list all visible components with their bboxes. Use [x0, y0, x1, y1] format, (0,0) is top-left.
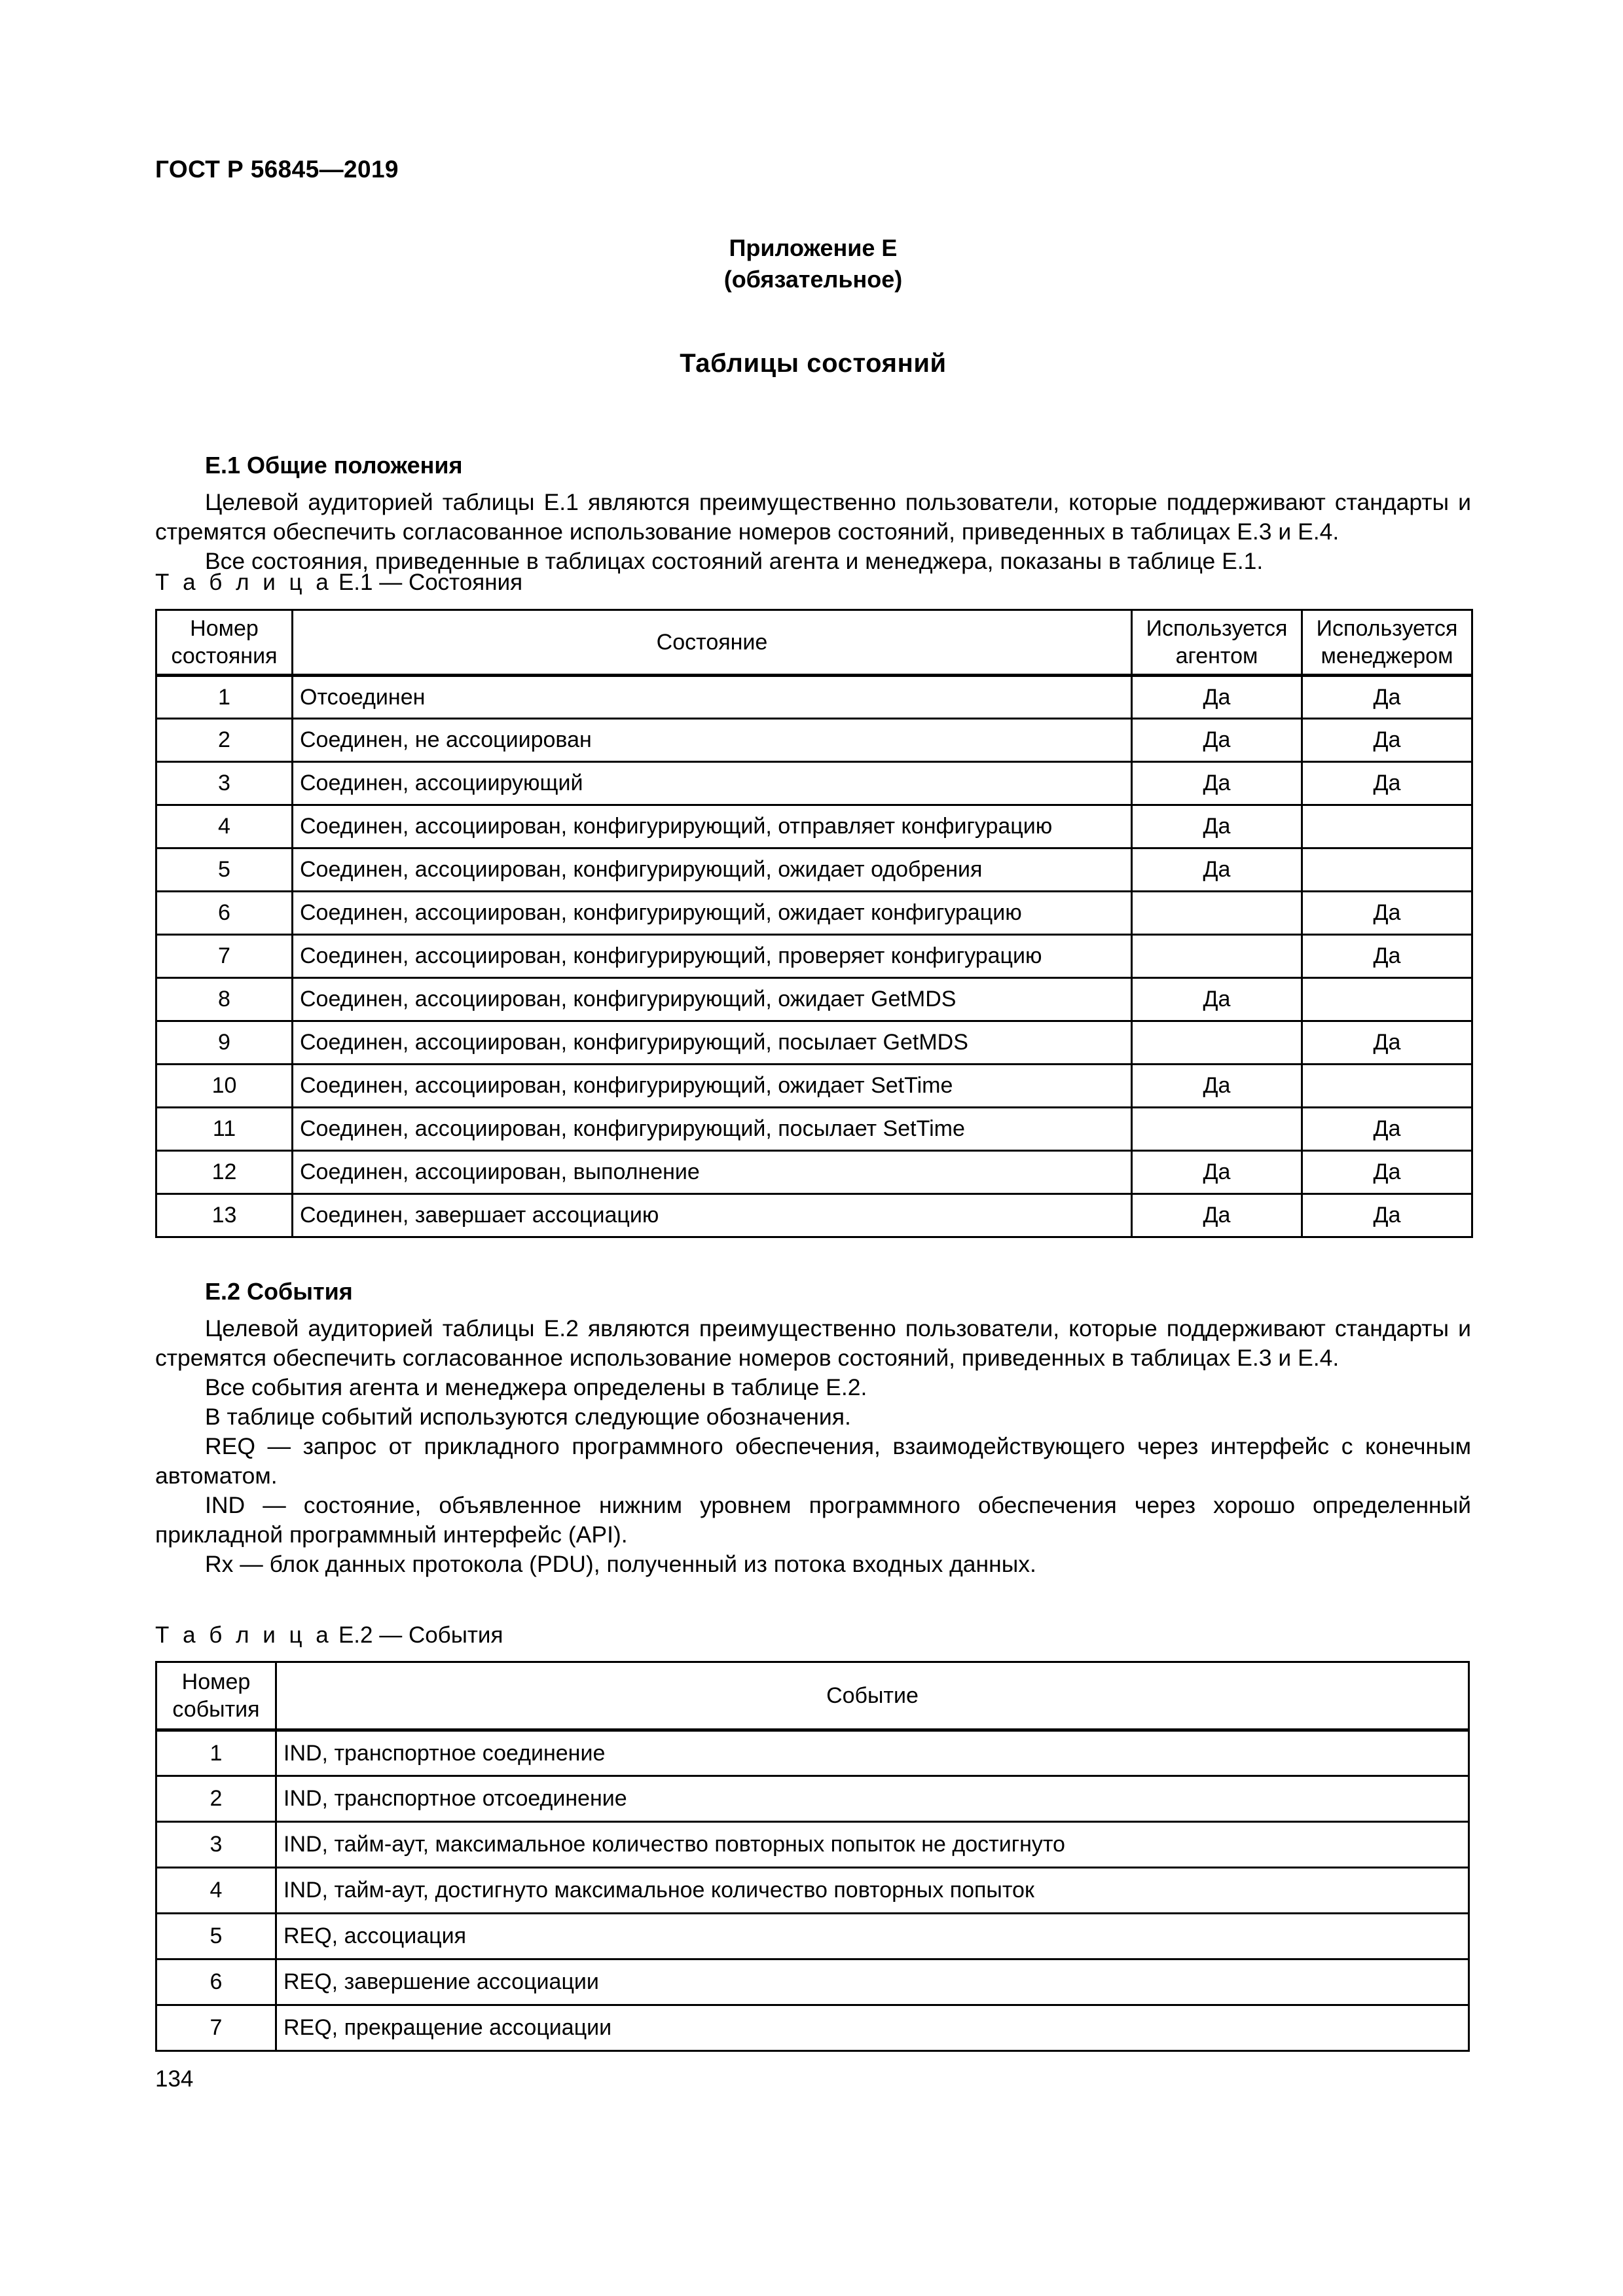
cell-state: Соединен, ассоциирующий: [293, 762, 1132, 805]
cell-state: Соединен, ассоциирован, конфигурирующий, ожидает одобрения: [293, 848, 1132, 892]
table-row: [156, 1151, 1472, 1194]
cell-state: Соединен, ассоциирован, конфигурирующий, отправляет конфигурацию: [293, 805, 1132, 848]
annex-main-heading: Таблицы состояний: [680, 349, 947, 378]
cell-event: REQ, прекращение ассоциации: [276, 2005, 1469, 2051]
annex-subtitle: (обязательное): [723, 265, 903, 293]
table-row: [156, 935, 1472, 978]
header-line-1: Номер: [181, 1669, 251, 1694]
cell-state-number: 10: [156, 1065, 293, 1108]
cell-state-number: 6: [156, 892, 293, 935]
paragraph-e2-req: REQ — запрос от прикладного программного обеспечения, взаимодействующего через интерфейс с конечным автоматом.: [155, 1433, 1471, 1489]
paragraph-e2-3: В таблице событий используются следующие обозначения.: [205, 1404, 851, 1430]
col-header-event: [276, 1662, 1469, 1730]
cell-manager: [1302, 1065, 1472, 1108]
cell-agent: Да: [1132, 762, 1302, 805]
cell-agent: Да: [1132, 676, 1302, 719]
cell-manager: [1302, 848, 1472, 892]
running-head: ГОСТ Р 56845—2019: [155, 156, 399, 183]
cell-event: IND, транспортное соединение: [276, 1730, 1469, 1776]
cell-manager: Да: [1302, 676, 1472, 719]
cell-state-number: 12: [156, 1151, 293, 1194]
cell-state: Соединен, не ассоциирован: [293, 719, 1132, 762]
cell-event-number: 6: [156, 1959, 276, 2005]
col-header-used-by-agent: [1132, 610, 1302, 676]
cell-manager: [1302, 978, 1472, 1021]
cell-agent: Да: [1132, 1151, 1302, 1194]
col-header-used-by-manager: [1302, 610, 1472, 676]
table-states: [155, 609, 1473, 1238]
cell-event-number: 4: [156, 1868, 276, 1914]
table-row: [156, 848, 1472, 892]
cell-state-number: 13: [156, 1194, 293, 1237]
cell-manager: Да: [1302, 719, 1472, 762]
table-row: [156, 1021, 1472, 1065]
table-caption-e2: [155, 1622, 503, 1649]
header-line-2: менеджером: [1321, 644, 1453, 668]
cell-event: IND, транспортное отсоединение: [276, 1776, 1469, 1822]
cell-state: Соединен, ассоциирован, конфигурирующий, ожидает SetTime: [293, 1065, 1132, 1108]
section-heading-e1: Е.1 Общие положения: [205, 452, 463, 479]
cell-state: Соединен, ассоциирован, выполнение: [293, 1151, 1132, 1194]
cell-event-number: 5: [156, 1914, 276, 1959]
cell-agent: [1132, 1021, 1302, 1065]
annex-title: Приложение Е: [729, 234, 898, 261]
header-line-2: состояния: [171, 644, 278, 668]
cell-event: IND, тайм-аут, максимальное количество повторных попыток не достигнуто: [276, 1822, 1469, 1868]
cell-state: Соединен, завершает ассоциацию: [293, 1194, 1132, 1237]
cell-state-number: 9: [156, 1021, 293, 1065]
col-header-event-number: [156, 1662, 276, 1730]
table-caption-e1: [155, 570, 522, 596]
table-caption-e2-prefix: Т а б л и ц а: [155, 1622, 333, 1648]
page-number: 134: [155, 2066, 194, 2092]
table-events-body: [156, 1730, 1469, 2051]
cell-manager: Да: [1302, 1151, 1472, 1194]
cell-state-number: 7: [156, 935, 293, 978]
cell-manager: Да: [1302, 935, 1472, 978]
cell-agent: Да: [1132, 978, 1302, 1021]
cell-event-number: 7: [156, 2005, 276, 2051]
cell-agent: Да: [1132, 719, 1302, 762]
col-header-state-number: [156, 610, 293, 676]
table-row: [156, 1959, 1469, 2005]
cell-state: Соединен, ассоциирован, конфигурирующий, проверяет конфигурацию: [293, 935, 1132, 978]
cell-agent: [1132, 1108, 1302, 1151]
table-caption-e1-prefix: Т а б л и ц а: [155, 570, 333, 595]
table-row: [156, 978, 1472, 1021]
cell-state: Соединен, ассоциирован, конфигурирующий, посылает SetTime: [293, 1108, 1132, 1151]
table-row: [156, 762, 1472, 805]
annex-heading-block: [155, 232, 1471, 295]
cell-state: Соединен, ассоциирован, конфигурирующий, посылает GetMDS: [293, 1021, 1132, 1065]
table-row: [156, 805, 1472, 848]
cell-state-number: 5: [156, 848, 293, 892]
table-header-row: [156, 1662, 1469, 1730]
paragraph-e1-2: Все состояния, приведенные в таблицах состояний агента и менеджера, показаны в таблице Е.1.: [205, 548, 1264, 574]
paragraph-e2-1: Целевой аудиторией таблицы Е.2 являются преимущественно пользователи, которые поддерживают стандарты и стремятся обеспечить согласованное использование номеров состояний, приведенных в таблицах Е.3 и Е.4.: [155, 1315, 1471, 1371]
cell-manager: Да: [1302, 892, 1472, 935]
cell-manager: [1302, 805, 1472, 848]
cell-agent: Да: [1132, 1194, 1302, 1237]
header-line-1: Используется: [1146, 616, 1288, 641]
header-line-2: агентом: [1175, 644, 1258, 668]
table-events: [155, 1661, 1470, 2052]
cell-state: Соединен, ассоциирован, конфигурирующий, ожидает конфигурацию: [293, 892, 1132, 935]
cell-manager: Да: [1302, 762, 1472, 805]
cell-agent: Да: [1132, 848, 1302, 892]
cell-manager: Да: [1302, 1108, 1472, 1151]
cell-event-number: 3: [156, 1822, 276, 1868]
cell-state-number: 2: [156, 719, 293, 762]
cell-state: Отсоединен: [293, 676, 1132, 719]
header-line-2: события: [172, 1697, 260, 1722]
cell-event: REQ, ассоциация: [276, 1914, 1469, 1959]
table-header-row: [156, 610, 1472, 676]
paragraph-e1-1: Целевой аудиторией таблицы Е.1 являются преимущественно пользователи, которые поддерживают стандарты и стремятся обеспечить согласованное использование номеров состояний, приведенных в таблицах Е.3 и Е.4.: [155, 489, 1471, 545]
table-caption-e2-rest: Е.2 — События: [332, 1622, 503, 1648]
cell-manager: Да: [1302, 1021, 1472, 1065]
table-row: [156, 1730, 1469, 1776]
table-row: [156, 1822, 1469, 1868]
cell-state-number: 4: [156, 805, 293, 848]
table-row: [156, 1868, 1469, 1914]
section-heading-e2: Е.2 События: [205, 1278, 353, 1305]
cell-state: Соединен, ассоциирован, конфигурирующий, ожидает GetMDS: [293, 978, 1132, 1021]
cell-agent: [1132, 892, 1302, 935]
cell-agent: Да: [1132, 805, 1302, 848]
header-line-1: Используется: [1316, 616, 1458, 641]
cell-agent: Да: [1132, 1065, 1302, 1108]
header-line-1: Номер: [190, 616, 259, 641]
table-caption-e1-rest: Е.1 — Состояния: [332, 570, 523, 595]
cell-event-number: 2: [156, 1776, 276, 1822]
header-line-1: Состояние: [656, 630, 768, 655]
table-row: [156, 1108, 1472, 1151]
paragraph-e2-2: Все события агента и менеджера определены в таблице Е.2.: [205, 1374, 867, 1400]
cell-event: REQ, завершение ассоциации: [276, 1959, 1469, 2005]
cell-state-number: 3: [156, 762, 293, 805]
header-line-1: Событие: [826, 1683, 919, 1708]
col-header-state: [293, 610, 1132, 676]
cell-agent: [1132, 935, 1302, 978]
cell-state-number: 8: [156, 978, 293, 1021]
table-states-body: [156, 676, 1472, 1237]
paragraph-e2-rx: Rx — блок данных протокола (PDU), полученный из потока входных данных.: [205, 1551, 1036, 1577]
table-row: [156, 2005, 1469, 2051]
cell-event-number: 1: [156, 1730, 276, 1776]
table-row: [156, 892, 1472, 935]
table-row: [156, 1194, 1472, 1237]
table-row: [156, 1914, 1469, 1959]
table-row: [156, 1065, 1472, 1108]
table-row: [156, 719, 1472, 762]
cell-state-number: 11: [156, 1108, 293, 1151]
paragraph-e2-ind: IND — состояние, объявленное нижним уровнем программного обеспечения через хорошо определенный прикладной программный интерфейс (API).: [155, 1492, 1471, 1548]
cell-manager: Да: [1302, 1194, 1472, 1237]
table-row: [156, 676, 1472, 719]
cell-state-number: 1: [156, 676, 293, 719]
cell-event: IND, тайм-аут, достигнуто максимальное количество повторных попыток: [276, 1868, 1469, 1914]
table-row: [156, 1776, 1469, 1822]
